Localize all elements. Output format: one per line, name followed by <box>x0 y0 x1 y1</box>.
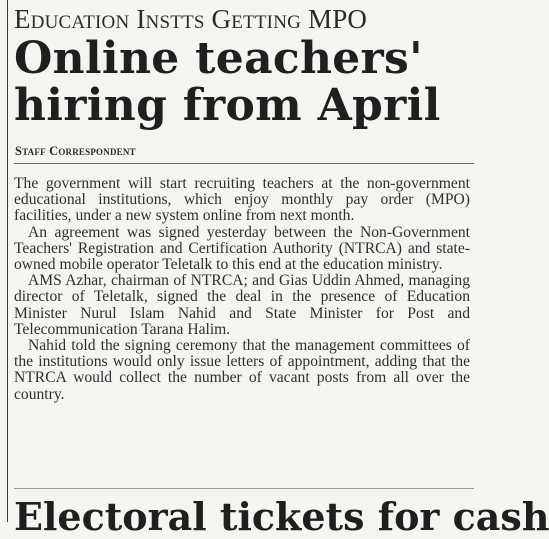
headline-line-1: Online teachers' <box>14 33 423 84</box>
next-article-headline: Electoral tickets for cash <box>14 494 549 539</box>
paragraph-3: AMS Azhar, chairman of NTRCA; and Gias Uddin Ahmed, managing director of Teletalk, signed the deal in the presence of Education Minister Nurul Islam Nahid and State Minister for Post and Telecommunication Tarana Halim. <box>14 272 470 338</box>
article-body <box>14 176 470 403</box>
headline-line-2: hiring from April <box>14 80 441 131</box>
kicker: Education Instts Getting MPO <box>14 4 368 34</box>
byline: Staff Correspondent <box>15 144 136 158</box>
column-rule-left <box>7 0 8 522</box>
article-end-rule <box>14 488 474 489</box>
byline-rule <box>14 163 474 164</box>
paragraph-1: The government will start recruiting teachers at the non-government educational institutions, which enjoy monthly pay order (MPO) facilities, under a new system online from next month. <box>14 175 470 225</box>
headline <box>14 35 484 129</box>
paragraph-4: Nahid told the signing ceremony that the management committees of the institutions would only issue letters of appointment, adding that the NTRCA would collect the number of vacant posts from all over the country. <box>14 337 470 403</box>
paragraph-2: An agreement was signed yesterday between the Non-Government Teachers' Registration and Certification Authority (NTRCA) and state-owned mobile operator Teletalk to this end at the education ministry. <box>14 223 470 274</box>
